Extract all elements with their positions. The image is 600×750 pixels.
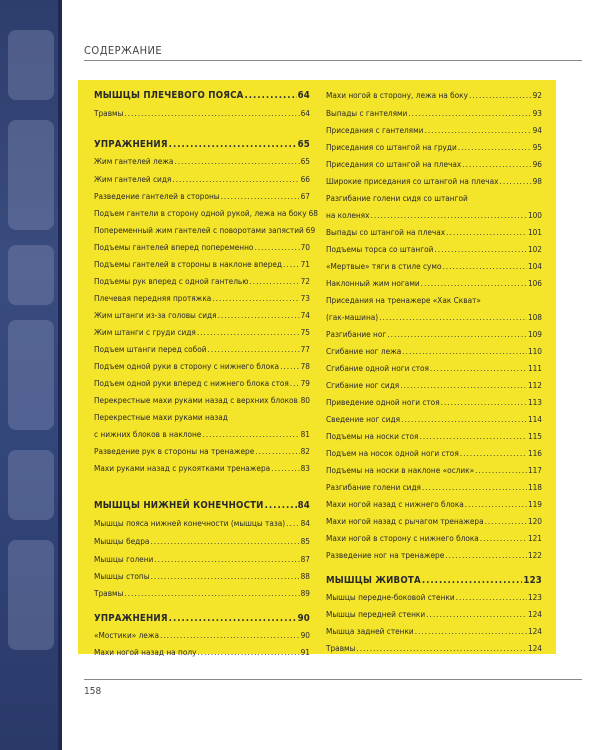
toc-entry (326, 498, 542, 511)
leader-dots (456, 591, 527, 604)
toc-entry-page: 77 (300, 344, 310, 354)
toc-entry-page: 69 (305, 225, 316, 235)
toc-entry-title: Травмы (326, 643, 356, 653)
toc-entry-title: Жим гантелей лежа (94, 156, 174, 166)
toc-entry-page: 87 (300, 554, 310, 564)
leader-dots (124, 107, 299, 120)
toc-entry-page: 96 (532, 159, 542, 169)
toc-entry (326, 642, 542, 655)
toc-entry-page: 78 (300, 361, 310, 371)
toc-entry-page: 95 (532, 142, 542, 152)
toc-entry-title: Махи руками назад с рукоятками тренажера (94, 463, 271, 473)
toc-entry-page: 66 (300, 174, 310, 184)
toc-entry (326, 591, 542, 604)
toc-entry-title: УПРАЖНЕНИЯ (94, 613, 168, 624)
toc-entry (326, 430, 542, 443)
toc-entry (326, 141, 542, 154)
leader-dots (441, 396, 527, 409)
leader-dots (221, 190, 300, 203)
leader-dots (169, 138, 297, 151)
toc-entry (94, 343, 310, 356)
toc-entry (326, 625, 542, 638)
toc-entry (326, 277, 542, 290)
toc-entry (94, 517, 310, 530)
toc-entry-page: 98 (532, 176, 542, 186)
toc-entry (94, 411, 310, 424)
toc-entry-page: 91 (300, 647, 310, 657)
toc-entry (326, 447, 542, 460)
toc-entry-title: Разведение ног на тренажере (326, 550, 445, 560)
toc-entry-title: Подъем на носок одной ноги стоя (326, 448, 459, 458)
toc-entry (94, 309, 310, 322)
toc-entry-page: 118 (527, 482, 542, 492)
toc-entry (326, 608, 542, 621)
leader-dots (422, 574, 523, 587)
toc-entry-page: 114 (527, 414, 542, 424)
toc-entry (326, 345, 542, 358)
toc-entry-page: 92 (532, 90, 542, 100)
leader-dots (151, 570, 300, 583)
toc-entry-page: 64 (297, 90, 310, 101)
toc-entry-title: Мышца задней стенки (326, 626, 414, 636)
toc-entry-page: 81 (300, 429, 310, 439)
toc-entry (94, 535, 310, 548)
leader-dots (283, 258, 300, 271)
toc-entry-title: Махи ногой назад с рычагом тренажера (326, 516, 484, 526)
toc-entry-page: 74 (300, 310, 310, 320)
toc-entry (326, 515, 542, 528)
leader-dots (212, 292, 299, 305)
toc-entry-title: Жим штанги из-за головы сидя (94, 310, 217, 320)
leader-dots (245, 89, 297, 102)
toc-entry-title: Мышцы пояса нижней конечности (мышцы таза) (94, 518, 286, 528)
toc-entry-title: МЫШЦЫ НИЖНЕЙ КОНЕЧНОСТИ (94, 500, 264, 511)
toc-entry-title: Травмы (94, 108, 124, 118)
toc-entry-page: 85 (300, 536, 310, 546)
leader-dots (469, 89, 532, 102)
toc-entry-page: 68 (308, 208, 318, 218)
toc-entry-title: Перекрестные махи руками назад с верхних блоков (94, 395, 298, 405)
leader-dots (150, 535, 299, 548)
leader-dots (160, 629, 300, 642)
toc-entry (326, 379, 542, 392)
toc-entry-title: (гак-машина) (326, 312, 379, 322)
toc-entry (326, 124, 542, 137)
toc-entry-title: Подъем одной руки вперед с нижнего блока стоя (94, 378, 289, 388)
leader-dots (421, 277, 527, 290)
toc-entry-page: 123 (523, 575, 542, 586)
toc-entry (326, 158, 542, 171)
toc-entry (326, 175, 542, 188)
leader-dots (458, 141, 532, 154)
toc-entry (94, 587, 310, 600)
toc-entry-page: 90 (297, 613, 310, 624)
toc-entry-page: 94 (532, 125, 542, 135)
toc-entry-title: Подъем одной руки в сторону с нижнего блока (94, 361, 280, 371)
toc-entry-title: Приседания со штангой на плечах (326, 159, 462, 169)
leader-dots (154, 553, 299, 566)
athlete-photo (8, 245, 54, 305)
toc-entry-title: Перекрестные махи руками назад (94, 412, 228, 422)
toc-entry-page: 84 (297, 500, 310, 511)
toc-entry-page: 71 (300, 259, 310, 269)
toc-entry-title: Приседания со штангой на груди (326, 142, 457, 152)
toc-entry-page: 124 (527, 609, 542, 619)
toc-entry-title: Сгибание ног сидя (326, 380, 400, 390)
toc-entry (94, 258, 310, 271)
toc-entry-title: Подъем штанги перед собой (94, 344, 207, 354)
toc-entry-page: 83 (300, 463, 310, 473)
toc-entry-title: Махи ногой в сторону, лежа на боку (326, 90, 468, 100)
toc-entry-title: Выпады с гантелями (326, 108, 408, 118)
toc-entry (94, 155, 310, 168)
toc-entry-title: Приседания на тренажере «Хак Скват» (326, 295, 481, 305)
leader-dots (445, 549, 527, 562)
toc-entry-page: 112 (527, 380, 542, 390)
toc-entry (94, 394, 310, 407)
toc-entry-page: 89 (300, 588, 310, 598)
leader-dots (379, 311, 527, 324)
toc-entry (94, 292, 310, 305)
leader-dots (475, 464, 527, 477)
toc-entry-title: Разгибание голени сидя (326, 482, 421, 492)
athlete-photo (8, 30, 54, 100)
leader-dots (401, 413, 527, 426)
leader-dots (280, 360, 300, 373)
athlete-photo (8, 450, 54, 520)
toc-entry (94, 107, 310, 120)
toc-entry (94, 241, 310, 254)
toc-entry-page: 84 (300, 518, 310, 528)
leader-dots (197, 646, 299, 659)
toc-entry-page: 82 (300, 446, 310, 456)
toc-entry (326, 328, 542, 341)
toc-entry-page: 70 (300, 242, 310, 252)
leader-dots (422, 481, 527, 494)
toc-entry-page: 101 (527, 227, 542, 237)
leader-dots (424, 124, 531, 137)
toc-entry-page: 64 (300, 108, 310, 118)
toc-entry-title: Приведение одной ноги стоя (326, 397, 440, 407)
toc-entry-page: 119 (527, 499, 542, 509)
toc-entry (94, 173, 310, 186)
toc-entry (94, 646, 310, 659)
toc-entry-title: Подъемы торса со штангой (326, 244, 434, 254)
leader-dots (480, 532, 527, 545)
toc-entry-page: 120 (527, 516, 542, 526)
toc-entry-title: Разгибание голени сидя со штангой (326, 193, 468, 203)
toc-entry-title: Сгибание ног лежа (326, 346, 402, 356)
toc-entry-title: Широкие приседания со штангой на плечах (326, 176, 499, 186)
leader-dots (400, 379, 527, 392)
toc-entry (94, 326, 310, 339)
toc-entry (326, 192, 542, 205)
toc-entry (94, 570, 310, 583)
toc-entry (326, 396, 542, 409)
leader-dots (197, 326, 300, 339)
toc-entry (326, 574, 542, 587)
toc-entry-title: Мышцы передней стенки (326, 609, 426, 619)
leader-dots (462, 158, 531, 171)
top-divider (84, 60, 582, 61)
toc-entry-title: «Мостики» лежа (94, 630, 159, 640)
toc-entry-title: Подъемы гантелей в стороны в наклоне вперед (94, 259, 283, 269)
toc-entry (326, 89, 542, 102)
leader-dots (172, 173, 299, 186)
toc-entry (326, 481, 542, 494)
leader-dots (174, 155, 299, 168)
toc-entry-page: 124 (527, 643, 542, 653)
toc-entry-page: 106 (527, 278, 542, 288)
toc-entry-title: Мышцы голени (94, 554, 154, 564)
toc-entry (94, 428, 310, 441)
toc-entry-page: 65 (300, 156, 310, 166)
toc-entry (94, 224, 316, 237)
leader-dots (290, 377, 300, 390)
leader-dots (387, 328, 527, 341)
toc-entry-title: Разведение гантелей в стороны (94, 191, 220, 201)
toc-entry (94, 377, 310, 390)
toc-entry-page: 108 (527, 312, 542, 322)
leader-dots (271, 462, 299, 475)
leader-dots (208, 343, 300, 356)
toc-entry-title: Жим гантелей сидя (94, 174, 172, 184)
toc-entry (326, 260, 542, 273)
toc-entry-page: 72 (300, 276, 310, 286)
toc-entry-title: Сгибание одной ноги стоя (326, 363, 429, 373)
toc-entry-title: МЫШЦЫ ПЛЕЧЕВОГО ПОЯСА (94, 90, 244, 101)
toc-entry (326, 107, 542, 120)
toc-entry-page: 104 (527, 261, 542, 271)
toc-entry-page: 102 (527, 244, 542, 254)
toc-entry-title: Подъемы гантелей вперед попеременно (94, 242, 254, 252)
leader-dots (169, 612, 297, 625)
leader-dots (500, 175, 532, 188)
leader-dots (124, 587, 299, 600)
toc-entry-title: Попеременный жим гантелей с поворотами запястий (94, 225, 304, 235)
toc-entry-page: 110 (527, 346, 542, 356)
leader-dots (286, 517, 299, 530)
toc-entry (94, 138, 310, 151)
leader-dots (460, 447, 527, 460)
leader-dots (249, 275, 299, 288)
toc-entry-title: МЫШЦЫ ЖИВОТА (326, 575, 421, 586)
toc-entry-title: «Мертвые» тяги в стиле сумо (326, 261, 442, 271)
toc-entry-page: 65 (297, 139, 310, 150)
toc-entry (94, 190, 310, 203)
toc-entry-title: Жим штанги с груди сидя (94, 327, 196, 337)
bottom-divider (84, 679, 582, 680)
toc-entry-title: на коленях (326, 210, 370, 220)
leader-dots (408, 107, 531, 120)
leader-dots (465, 498, 527, 511)
leader-dots (434, 243, 527, 256)
leader-dots (218, 309, 300, 322)
toc-entry-title: УПРАЖНЕНИЯ (94, 139, 168, 150)
leader-dots (415, 625, 527, 638)
toc-entry (94, 89, 310, 102)
toc-entry (94, 275, 310, 288)
toc-entry-title: Подъемы на носки стоя (326, 431, 419, 441)
toc-entry (326, 464, 542, 477)
toc-entry-page: 115 (527, 431, 542, 441)
toc-entry-page: 73 (300, 293, 310, 303)
toc-entry-title: Разведение рук в стороны на тренажере (94, 446, 255, 456)
toc-entry (94, 445, 310, 458)
toc-entry-title: Мышцы стопы (94, 571, 150, 581)
toc-entry-title: Подъем гантели в сторону одной рукой, лежа на боку (94, 208, 307, 218)
toc-entry-title: Мышцы бедра (94, 536, 150, 546)
toc-entry-title: Махи ногой назад на полу (94, 647, 197, 657)
toc-entry-title: Мышцы передне-боковой стенки (326, 592, 455, 602)
page-title: СОДЕРЖАНИЕ (84, 44, 163, 57)
toc-entry-page: 117 (527, 465, 542, 475)
toc-entry (94, 553, 310, 566)
toc-entry (94, 499, 310, 512)
strip-edge (58, 0, 62, 750)
toc-entry-title: Наклонный жим ногами (326, 278, 420, 288)
toc-entry (326, 532, 542, 545)
toc-entry (326, 549, 542, 562)
toc-entry-page: 121 (527, 533, 542, 543)
leader-dots (426, 608, 527, 621)
toc-entry-title: Махи ногой в сторону с нижнего блока (326, 533, 479, 543)
athlete-photo (8, 120, 54, 230)
toc-entry-title: Разгибание ног (326, 329, 387, 339)
toc-entry (94, 360, 310, 373)
toc-entry-title: Приседания с гантелями (326, 125, 424, 135)
toc-entry (326, 209, 542, 222)
toc-entry-page: 122 (527, 550, 542, 560)
toc-entry-page: 93 (532, 108, 542, 118)
leader-dots (202, 428, 299, 441)
toc-entry-page: 88 (300, 571, 310, 581)
toc-entry-title: с нижних блоков в наклоне (94, 429, 202, 439)
toc-entry-title: Выпады со штангой на плечах (326, 227, 446, 237)
toc-entry-page: 116 (527, 448, 542, 458)
toc-entry-page: 100 (527, 210, 542, 220)
athlete-photo (8, 320, 54, 430)
decorative-photo-strip (0, 0, 62, 750)
leader-dots (370, 209, 526, 222)
leader-dots (446, 226, 527, 239)
page-number: 158 (84, 686, 102, 697)
toc-entry-title: Травмы (94, 588, 124, 598)
toc-entry-page: 111 (527, 363, 542, 373)
toc-entry-title: Сведение ног сидя (326, 414, 401, 424)
toc-entry (326, 226, 542, 239)
toc-entry-title: Плечевая передняя протяжка (94, 293, 212, 303)
toc-entry-page: 79 (300, 378, 310, 388)
leader-dots (265, 499, 297, 512)
toc-entry (326, 294, 542, 307)
toc-entry-page: 67 (300, 191, 310, 201)
leader-dots (299, 394, 300, 407)
athlete-photo (8, 540, 54, 650)
toc-entry-page: 90 (300, 630, 310, 640)
leader-dots (254, 241, 299, 254)
toc-entry-title: Подъемы рук вперед с одной гантелью (94, 276, 249, 286)
leader-dots (485, 515, 527, 528)
leader-dots (255, 445, 299, 458)
leader-dots (402, 345, 527, 358)
toc-entry-title: Махи ногой назад с нижнего блока (326, 499, 464, 509)
toc-entry-title: Подъемы на носки в наклоне «ослик» (326, 465, 475, 475)
toc-entry (94, 629, 310, 642)
toc-entry (326, 311, 542, 324)
toc-entry (94, 462, 310, 475)
leader-dots (442, 260, 526, 273)
toc-entry-page: 75 (300, 327, 310, 337)
toc-entry-page: 124 (527, 626, 542, 636)
toc-entry-page: 80 (300, 395, 310, 405)
toc-entry (94, 612, 310, 625)
leader-dots (430, 362, 527, 375)
toc-entry-page: 123 (527, 592, 542, 602)
leader-dots (419, 430, 526, 443)
toc-entry-page: 109 (527, 329, 542, 339)
toc-entry (94, 207, 318, 220)
toc-entry (326, 362, 542, 375)
toc-entry (326, 243, 542, 256)
toc-entry (326, 413, 542, 426)
toc-entry-page: 113 (527, 397, 542, 407)
leader-dots (356, 642, 527, 655)
